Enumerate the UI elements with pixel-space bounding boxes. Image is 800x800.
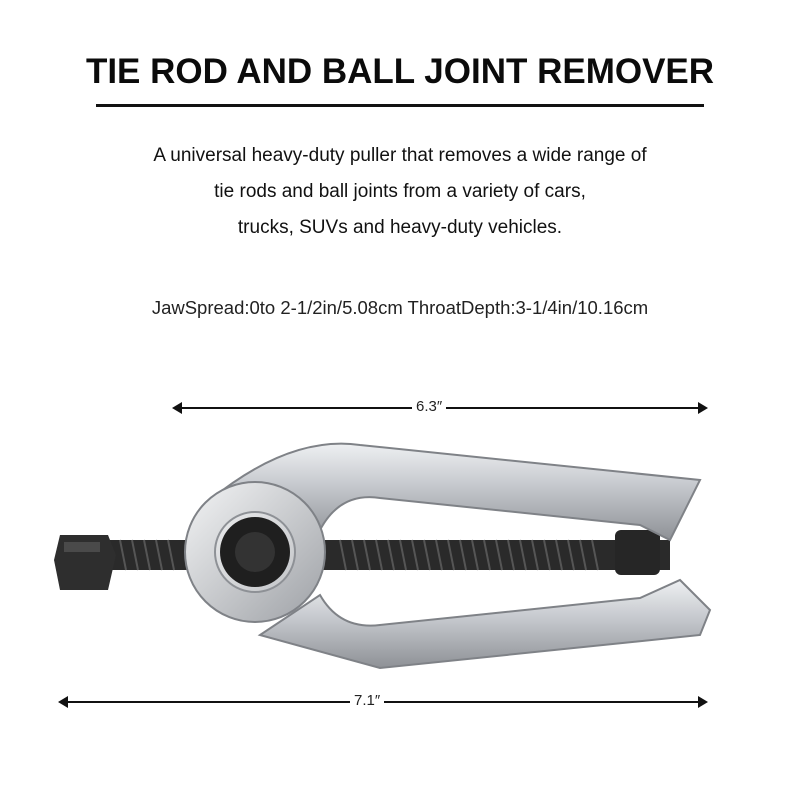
arrow-right-icon — [698, 402, 708, 414]
dimension-label-bottom: 7.1″ — [350, 692, 384, 709]
width-dimension-top — [172, 398, 708, 418]
socket-center — [235, 532, 275, 572]
bolt-tip — [615, 530, 660, 575]
lower-arm — [260, 580, 710, 668]
title-underline — [96, 104, 704, 107]
nut-highlight — [64, 542, 100, 552]
description-line-2: tie rods and ball joints from a variety of cars, — [214, 181, 586, 202]
arrow-right-icon — [698, 696, 708, 708]
width-dimension-bottom — [58, 692, 708, 712]
page-title: TIE ROD AND BALL JOINT REMOVER — [85, 52, 715, 91]
dimension-label-top: 6.3″ — [412, 398, 446, 415]
product-description — [0, 138, 800, 246]
description-line-3: trucks, SUVs and heavy-duty vehicles. — [237, 217, 563, 238]
tool-image — [40, 420, 740, 680]
description-line-1: A universal heavy-duty puller that removes a wide range of — [153, 145, 647, 166]
spec-line: JawSpread:0to 2-1/2in/5.08cm ThroatDepth:3-1/4in/10.16cm — [151, 297, 649, 318]
